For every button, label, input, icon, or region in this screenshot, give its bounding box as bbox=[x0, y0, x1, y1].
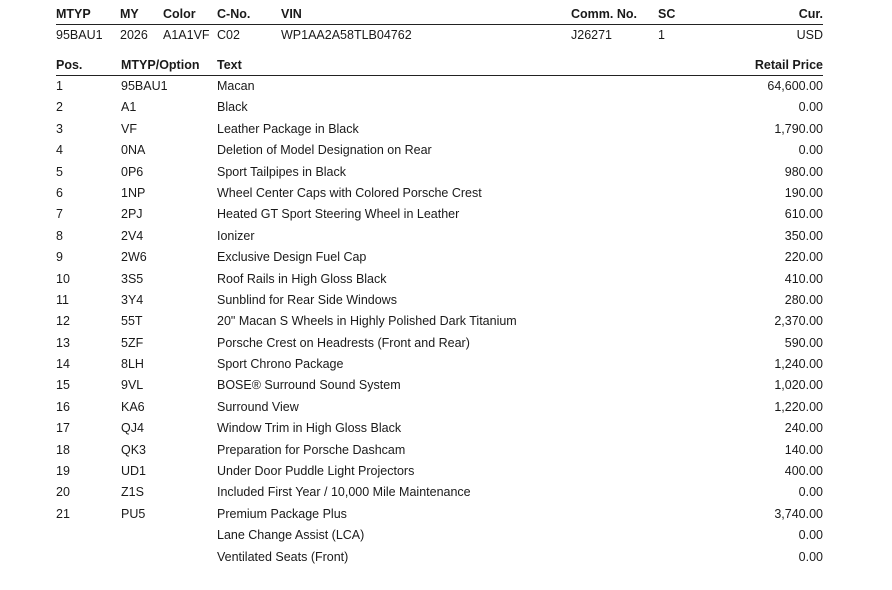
row-description: Macan bbox=[217, 79, 255, 93]
row-position: 20 bbox=[56, 485, 70, 500]
row-retail-price: 220.00 bbox=[784, 250, 823, 265]
table-row bbox=[56, 204, 823, 225]
col-cno: C-No. bbox=[217, 7, 251, 21]
value-currency: USD bbox=[796, 28, 823, 42]
row-retail-price: 2,370.00 bbox=[774, 314, 823, 329]
row-option-code: PU5 bbox=[121, 506, 146, 521]
row-position: 16 bbox=[56, 399, 70, 414]
row-description: Sunblind for Rear Side Windows bbox=[217, 292, 397, 307]
row-retail-price: 350.00 bbox=[784, 228, 823, 243]
col-comm-no: Comm. No. bbox=[571, 7, 637, 21]
row-option-code: 3S5 bbox=[121, 271, 144, 286]
col-pos: Pos. bbox=[56, 58, 83, 72]
row-option-code: VF bbox=[121, 121, 137, 136]
row-position: 17 bbox=[56, 421, 70, 436]
row-option-code: UD1 bbox=[121, 464, 147, 479]
row-description: Black bbox=[217, 100, 248, 115]
row-position: 18 bbox=[56, 442, 70, 457]
col-mtyp: MTYP bbox=[56, 7, 91, 21]
row-description: Under Door Puddle Light Projectors bbox=[217, 464, 415, 479]
row-position: 8 bbox=[56, 228, 63, 243]
row-retail-price: 280.00 bbox=[784, 292, 823, 307]
row-retail-price: 0.00 bbox=[798, 485, 823, 500]
col-vin: VIN bbox=[281, 7, 302, 21]
col-retail-price: Retail Price bbox=[754, 58, 823, 72]
value-mtyp: 95BAU1 bbox=[56, 28, 103, 42]
table-row bbox=[56, 162, 823, 183]
row-position: 15 bbox=[56, 378, 70, 393]
row-option-code: 0P6 bbox=[121, 164, 144, 179]
row-option-code: Z1S bbox=[121, 485, 144, 500]
row-retail-price: 3,740.00 bbox=[774, 506, 823, 521]
row-retail-price: 590.00 bbox=[784, 335, 823, 350]
row-description: Leather Package in Black bbox=[217, 121, 359, 136]
row-description: 20" Macan S Wheels in Highly Polished Dark Titanium bbox=[217, 314, 517, 329]
table-row bbox=[56, 504, 823, 525]
row-position: 21 bbox=[56, 506, 70, 521]
table-row bbox=[56, 354, 823, 375]
row-option-code: 8LH bbox=[121, 357, 144, 372]
row-option-code: 3Y4 bbox=[121, 292, 144, 307]
row-retail-price: 1,240.00 bbox=[774, 357, 823, 372]
row-description: Wheel Center Caps with Colored Porsche Crest bbox=[217, 185, 482, 200]
row-retail-price: 1,790.00 bbox=[774, 121, 823, 136]
order-header-values bbox=[56, 25, 823, 46]
col-currency: Cur. bbox=[798, 7, 823, 21]
row-retail-price: 610.00 bbox=[784, 207, 823, 222]
row-retail-price: 980.00 bbox=[784, 164, 823, 179]
row-retail-price: 240.00 bbox=[784, 421, 823, 436]
value-color: A1A1VF bbox=[163, 28, 210, 42]
row-option-code: 9VL bbox=[121, 378, 144, 393]
table-row bbox=[56, 97, 823, 118]
options-table bbox=[56, 56, 823, 568]
table-row bbox=[56, 397, 823, 418]
row-description: Ventilated Seats (Front) bbox=[217, 549, 349, 564]
row-position: 1 bbox=[56, 79, 63, 93]
row-description: Premium Package Plus bbox=[217, 506, 347, 521]
options-table-body bbox=[56, 76, 823, 568]
row-position: 2 bbox=[56, 100, 63, 115]
options-table-header bbox=[56, 56, 823, 76]
row-description: Preparation for Porsche Dashcam bbox=[217, 442, 406, 457]
table-row bbox=[56, 333, 823, 354]
col-text: Text bbox=[217, 58, 242, 72]
row-position: 3 bbox=[56, 121, 63, 136]
row-description: Lane Change Assist (LCA) bbox=[217, 528, 365, 543]
row-option-code: KA6 bbox=[121, 399, 145, 414]
row-retail-price: 0.00 bbox=[798, 528, 823, 543]
row-option-code: 5ZF bbox=[121, 335, 144, 350]
col-color: Color bbox=[163, 7, 196, 21]
row-position: 11 bbox=[56, 292, 69, 307]
value-my: 2026 bbox=[120, 28, 148, 42]
row-option-code: A1 bbox=[121, 100, 137, 115]
row-description: BOSE® Surround Sound System bbox=[217, 378, 401, 393]
row-option-code: QK3 bbox=[121, 442, 147, 457]
table-row bbox=[56, 482, 823, 503]
row-description: Surround View bbox=[217, 399, 299, 414]
value-cno: C02 bbox=[217, 28, 240, 42]
row-option-code: 2PJ bbox=[121, 207, 143, 222]
row-description: Sport Tailpipes in Black bbox=[217, 164, 347, 179]
row-position: 13 bbox=[56, 335, 70, 350]
row-description: Window Trim in High Gloss Black bbox=[217, 421, 402, 436]
table-row bbox=[56, 418, 823, 439]
row-position: 5 bbox=[56, 164, 63, 179]
row-position: 10 bbox=[56, 271, 70, 286]
row-option-code: 1NP bbox=[121, 185, 146, 200]
table-row bbox=[56, 440, 823, 461]
row-description: Sport Chrono Package bbox=[217, 357, 344, 372]
table-row bbox=[56, 525, 823, 546]
row-retail-price: 1,020.00 bbox=[774, 378, 823, 393]
row-retail-price: 190.00 bbox=[784, 185, 823, 200]
row-option-code: 95BAU1 bbox=[121, 79, 168, 93]
order-header bbox=[56, 5, 823, 46]
col-my: MY bbox=[120, 7, 139, 21]
row-description: Roof Rails in High Gloss Black bbox=[217, 271, 387, 286]
table-row bbox=[56, 226, 823, 247]
table-row bbox=[56, 461, 823, 482]
row-position: 6 bbox=[56, 185, 63, 200]
row-retail-price: 410.00 bbox=[784, 271, 823, 286]
row-retail-price: 0.00 bbox=[798, 549, 823, 564]
row-description: Heated GT Sport Steering Wheel in Leather bbox=[217, 207, 460, 222]
order-header-columns bbox=[56, 5, 823, 25]
row-retail-price: 400.00 bbox=[784, 464, 823, 479]
row-retail-price: 1,220.00 bbox=[774, 399, 823, 414]
col-sc: SC bbox=[658, 7, 676, 21]
row-option-code: 55T bbox=[121, 314, 143, 329]
table-row bbox=[56, 119, 823, 140]
row-description: Exclusive Design Fuel Cap bbox=[217, 250, 367, 265]
table-row bbox=[56, 547, 823, 568]
value-vin: WP1AA2A58TLB04762 bbox=[281, 28, 412, 42]
row-option-code: 2W6 bbox=[121, 250, 147, 265]
row-retail-price: 0.00 bbox=[798, 143, 823, 158]
row-option-code: QJ4 bbox=[121, 421, 144, 436]
table-row bbox=[56, 290, 823, 311]
table-row bbox=[56, 375, 823, 396]
row-position: 4 bbox=[56, 143, 63, 158]
row-description: Included First Year / 10,000 Mile Maintenance bbox=[217, 485, 471, 500]
table-row bbox=[56, 247, 823, 268]
row-description: Porsche Crest on Headrests (Front and Rear) bbox=[217, 335, 470, 350]
row-retail-price: 64,600.00 bbox=[767, 79, 823, 93]
value-sc: 1 bbox=[658, 28, 665, 42]
row-option-code: 0NA bbox=[121, 143, 146, 158]
table-row bbox=[56, 183, 823, 204]
row-position: 14 bbox=[56, 357, 70, 372]
row-description: Deletion of Model Designation on Rear bbox=[217, 143, 432, 158]
table-row bbox=[56, 140, 823, 161]
col-option-code: MTYP/Option bbox=[121, 58, 200, 72]
table-row bbox=[56, 76, 823, 97]
row-position: 19 bbox=[56, 464, 70, 479]
table-row bbox=[56, 311, 823, 332]
table-row bbox=[56, 269, 823, 290]
value-comm-no: J26271 bbox=[571, 28, 613, 42]
row-retail-price: 0.00 bbox=[798, 100, 823, 115]
row-position: 7 bbox=[56, 207, 63, 222]
row-retail-price: 140.00 bbox=[784, 442, 823, 457]
row-position: 12 bbox=[56, 314, 70, 329]
row-position: 9 bbox=[56, 250, 63, 265]
row-option-code: 2V4 bbox=[121, 228, 144, 243]
row-description: Ionizer bbox=[217, 228, 255, 243]
